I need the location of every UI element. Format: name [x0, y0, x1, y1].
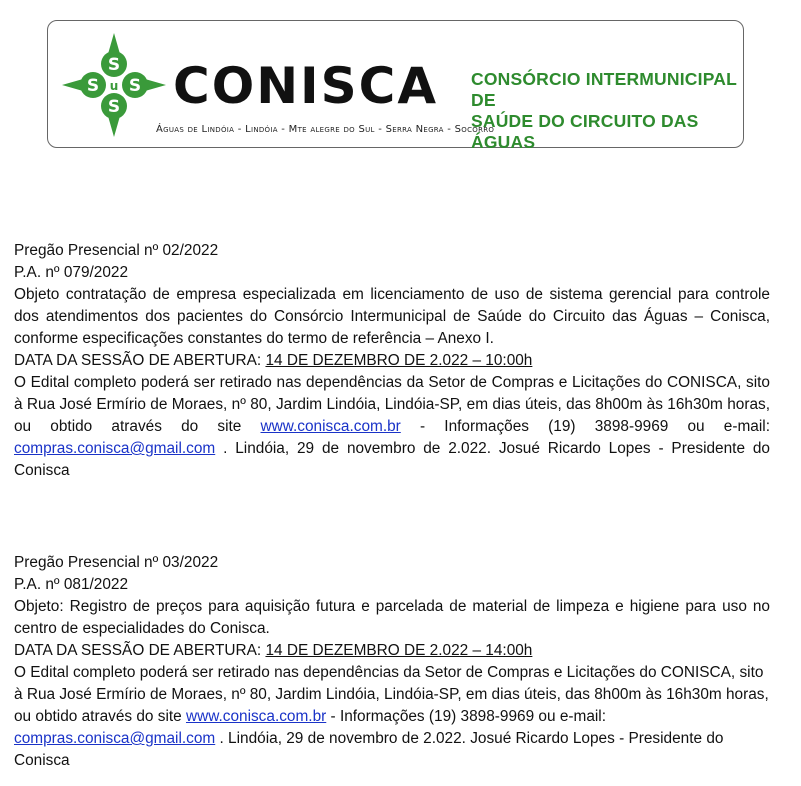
notice-object: Objeto contratação de empresa especializada em licenciamento de uso de sistema gerencial para controle dos atendimentos dos pacientes do Consórcio Intermunicipal de Saúde do Circuito das Águas – Conisca, conforme especificações constantes do termo de referência – Anexo I. — [14, 286, 770, 347]
brand-full-line-1: CONSÓRCIO INTERMUNICIPAL DE — [471, 69, 737, 110]
conisca-logo-icon — [60, 31, 168, 139]
notice-edital-info: O Edital completo poderá ser retirado nas dependências da Setor de Compras e Licitações do CONISCA, sito à Rua José Ermírio de Moraes, nº 80, Jardim Lindóia, Lindóia-SP, em dias úteis, das 8h00m às 16h30m horas, ou obtido através do site www.conisca.com.br - Informações (19) 3898-9969 ou e-mail: compras.conisca@gmail.com . Lindóia, 29 de novembro de 2.022. Josué Ricardo Lopes - Presidente do Conisca — [14, 664, 769, 769]
email-link[interactable]: compras.conisca@gmail.com — [14, 730, 216, 747]
svg-text:u: u — [109, 79, 119, 93]
svg-text:S: S — [107, 55, 121, 75]
site-link[interactable]: www.conisca.com.br — [260, 418, 401, 435]
notice-session-date: DATA DA SESSÃO DE ABERTURA: 14 DE DEZEMBRO DE 2.022 – 14:00h — [14, 642, 533, 659]
svg-text:S: S — [107, 97, 121, 117]
notice-process-number: P.A. nº 079/2022 — [14, 264, 129, 281]
svg-text:S: S — [86, 76, 100, 96]
notice-pregao-03 — [14, 552, 770, 772]
svg-text:S: S — [128, 76, 142, 96]
notice-title: Pregão Presencial nº 02/2022 — [14, 242, 219, 259]
email-link[interactable]: compras.conisca@gmail.com — [14, 440, 216, 457]
notice-edital-info: O Edital completo poderá ser retirado nas dependências da Setor de Compras e Licitações do CONISCA, sito à Rua José Ermírio de Moraes, nº 80, Jardim Lindóia, Lindóia-SP, em dias úteis, das 8h00m às 16h30m horas, ou obtido através do site www.conisca.com.br - Informações (19) 3898-9969 ou e-mail: compras.conisca@gmail.com . Lindóia, 29 de novembro de 2.022. Josué Ricardo Lopes - Presidente do Conisca — [14, 374, 770, 479]
brand-full-line-2: SAÚDE DO CIRCUITO DAS ÁGUAS — [471, 111, 699, 152]
brand-full-name — [471, 69, 741, 153]
site-link[interactable]: www.conisca.com.br — [185, 708, 327, 725]
notice-pregao-02 — [14, 240, 770, 482]
letterhead — [47, 20, 744, 152]
notice-session-date: DATA DA SESSÃO DE ABERTURA: 14 DE DEZEMBRO DE 2.022 – 10:00h — [14, 352, 533, 369]
brand-wordmark: CONISCA — [173, 57, 439, 115]
notice-process-number: P.A. nº 081/2022 — [14, 576, 129, 593]
notice-object: Objeto: Registro de preços para aquisição futura e parcelada de material de limpeza e higiene para uso no centro de especialidades do Conisca. — [14, 598, 770, 637]
member-cities: Águas de Lindóia - Lindóia - Mte alegre do Sul - Serra Negra - Socorro — [156, 124, 495, 135]
notice-title: Pregão Presencial nº 03/2022 — [14, 554, 219, 571]
